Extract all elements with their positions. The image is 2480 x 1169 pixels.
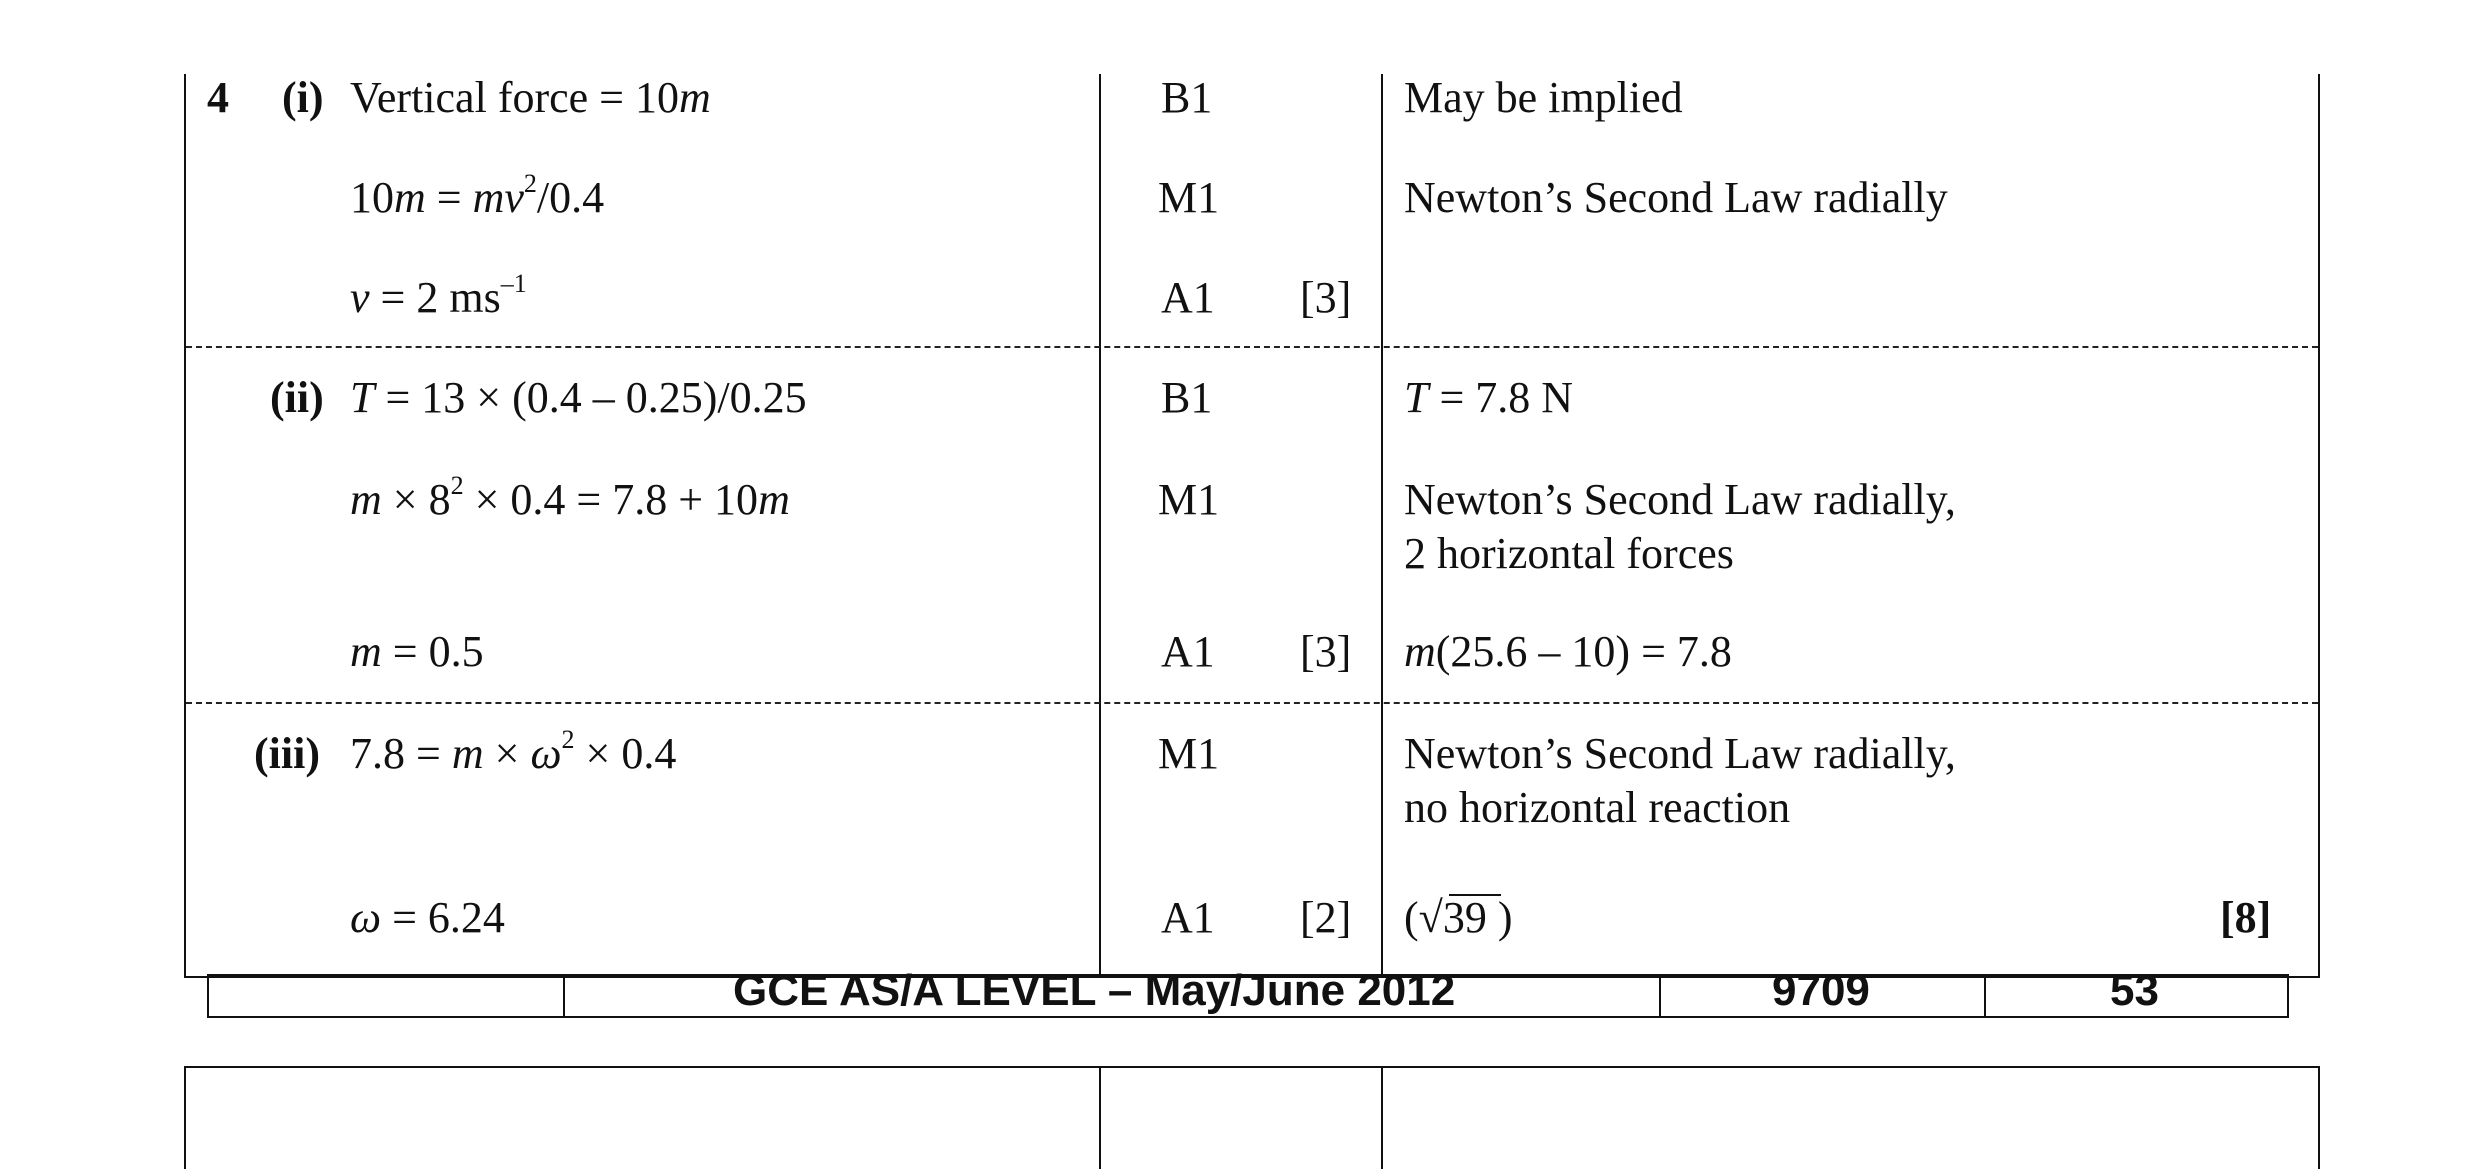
part-label-i: (i) xyxy=(282,73,324,122)
footer-divider-1 xyxy=(563,976,565,1018)
part-total-iii: [2] xyxy=(1300,893,1352,942)
next-table-right-border xyxy=(2318,1066,2320,1169)
part-label-ii: (ii) xyxy=(270,373,324,422)
working-ii-2: $m \times 8^2 \times 0.4 = 7.8 + 10m$ xyxy=(350,471,790,524)
footer-left-border xyxy=(207,976,209,1018)
question-total-marks: [8] xyxy=(2220,893,2272,942)
working-ii-1: T = 13 × (0.4 – 0.25)/0.25 xyxy=(350,373,807,422)
note-ii-2-line1: Newton’s Second Law radially, xyxy=(1404,475,1956,524)
working-ii-3: m = 0.5 xyxy=(350,627,484,676)
table-divider-mark-notes xyxy=(1381,74,1383,978)
mark-i-3: A1 xyxy=(1161,273,1215,322)
note-ii-2-line2: 2 horizontal forces xyxy=(1404,529,1734,578)
radicand: 39 xyxy=(1442,893,1487,942)
footer-bottom-border xyxy=(207,1016,2289,1018)
part-total-ii: [3] xyxy=(1300,627,1352,676)
table-divider-working-mark xyxy=(1099,74,1101,978)
part-separator-i-ii xyxy=(186,346,2318,348)
working-i-3: v = 2 $ms^{-1}$ xyxy=(350,269,527,322)
note-iii-1-line1: Newton’s Second Law radially, xyxy=(1404,729,1956,778)
square-root xyxy=(1419,890,1487,946)
mark-ii-3: A1 xyxy=(1161,627,1215,676)
working-i-2: $10m = mv^2/0.4$ xyxy=(350,169,605,222)
working-iii-2: ω = 6.24 xyxy=(350,893,505,942)
next-table-left-border xyxy=(184,1066,186,1169)
footer-syllabus-code: 9709 xyxy=(1772,966,1870,1015)
mark-iii-1: M1 xyxy=(1158,729,1220,778)
footer-exam-title: GCE AS/A LEVEL – May/June 2012 xyxy=(733,966,1456,1015)
working-i-1: Vertical force = 10m xyxy=(350,73,711,122)
mark-ii-2: M1 xyxy=(1158,475,1220,524)
note-ii-1: T = 7.8 N xyxy=(1404,373,1574,422)
note-i-2: Newton’s Second Law radially xyxy=(1404,173,1948,222)
table-left-border xyxy=(184,74,186,978)
mark-i-2: M1 xyxy=(1158,173,1220,222)
next-table-top-border xyxy=(184,1066,2320,1068)
note-iii-2: (√ 39 ) xyxy=(1404,890,1512,946)
mark-iii-2: A1 xyxy=(1161,893,1215,942)
next-table-divider-2 xyxy=(1381,1066,1383,1169)
mark-i-1: B1 xyxy=(1161,73,1213,122)
part-separator-ii-iii xyxy=(186,702,2318,704)
note-iii-1-line2: no horizontal reaction xyxy=(1404,783,1791,832)
table-right-border xyxy=(2318,74,2320,978)
note-i-1: May be implied xyxy=(1404,73,1683,122)
footer-right-border xyxy=(2287,976,2289,1018)
part-label-iii: (iii) xyxy=(254,729,320,778)
footer-divider-3 xyxy=(1984,976,1986,1018)
radical-sign-icon: √ xyxy=(1418,893,1443,942)
next-table-divider-1 xyxy=(1099,1066,1101,1169)
working-iii-1: $7.8 = m \times \omega^2 \times 0.4$ xyxy=(350,725,677,778)
question-number: 4 xyxy=(207,73,229,122)
footer-paper-number: 53 xyxy=(2110,966,2159,1015)
mark-ii-1: B1 xyxy=(1161,373,1213,422)
note-ii-3: m(25.6 – 10) = 7.8 xyxy=(1404,627,1732,676)
part-total-i: [3] xyxy=(1300,273,1352,322)
footer-divider-2 xyxy=(1659,976,1661,1018)
